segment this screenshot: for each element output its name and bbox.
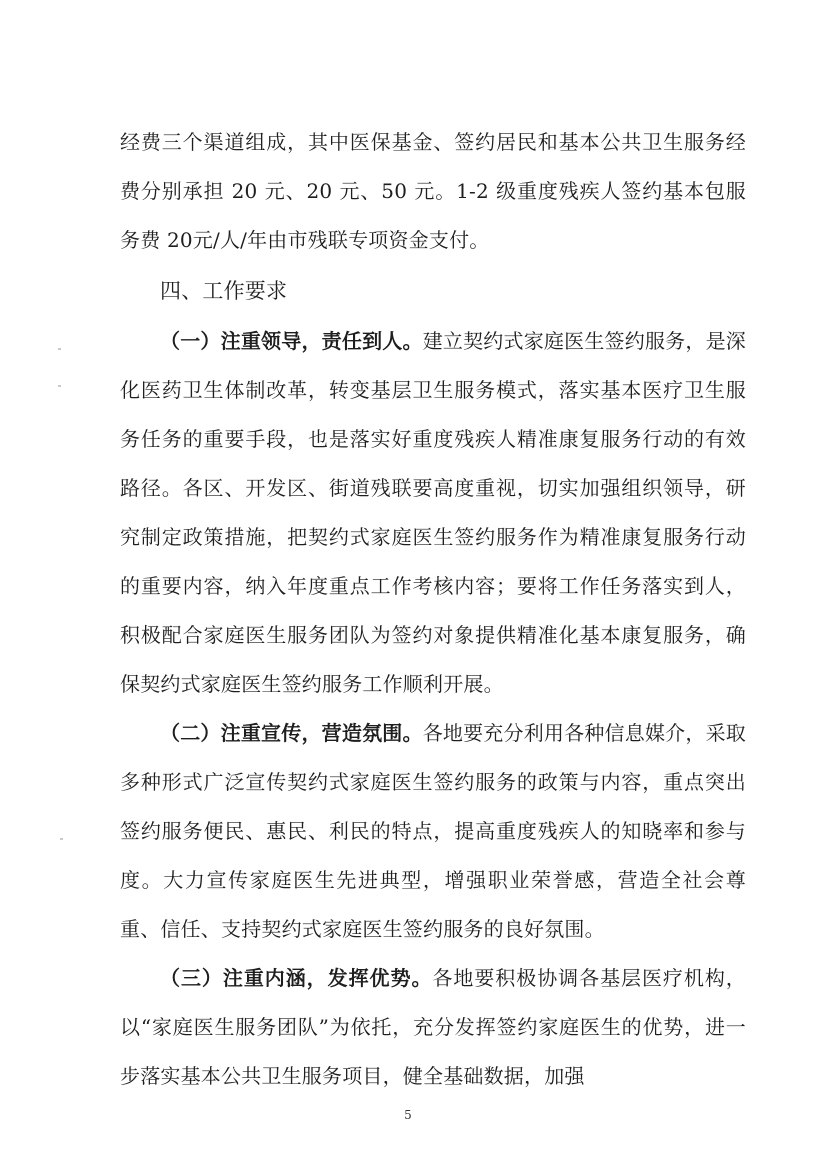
requirement-body-2: 各地要充分利用各种信息媒介，采取多种形式广泛宣传契约式家庭医生签约服务的政策与内容，重点突出签约服务便民、惠民、利民的特点，提高重度残疾人的知晓率和参与度。大力宣传家庭医生先进典型，增强职业荣誉感，营造全社会尊重、信任、支持契约式家庭医生签约服务的良好氛围。 — [120, 721, 746, 941]
scan-edge-mark — [58, 348, 61, 350]
requirement-body-1: 建立契约式家庭医生签约服务，是深化医药卫生体制改革，转变基层卫生服务模式，落实基本医疗卫生服务任务的重要手段，也是落实好重度残疾人精准康复服务行动的有效路径。各区、开发区、街道残联要高度重视，切实加强组织领导，研究制定政策措施，把契约式家庭医生签约服务作为精准康复服务行动的重要内容，纳入年度重点工作考核内容；要将工作任务落实到人，积极配合家庭医生服务团队为签约对象提供精准化基本康复服务，确保契约式家庭医生签约服务工作顺利开展。 — [120, 329, 746, 696]
scan-edge-mark — [60, 838, 63, 840]
document-body — [120, 118, 746, 1101]
requirement-body-3: 各地要积极协调各基层医疗机构，以“家庭医生服务团队”为依托，充分发挥签约家庭医生的优势，进一步落实基本公共卫生服务项目，健全基础数据，加强 — [120, 966, 746, 1088]
requirement-paragraph-3 — [120, 954, 746, 1101]
requirement-paragraph-2 — [120, 709, 746, 954]
intro-paragraph: 经费三个渠道组成，其中医保基金、签约居民和基本公共卫生服务经费分别承担 20 元、20 元、50 元。1-2 级重度残疾人签约基本包服务费 20元/人/年由市残联专项资金支付。 — [120, 130, 746, 252]
requirement-title-3: （三）注重内涵，发挥优势。 — [160, 966, 433, 990]
requirement-title-1: （一）注重领导，责任到人。 — [160, 329, 423, 353]
scan-edge-mark — [58, 385, 61, 387]
requirement-title-2: （二）注重宣传，营造氛围。 — [160, 721, 423, 745]
section-heading: 四、工作要求 — [160, 279, 288, 303]
requirement-paragraph-1 — [120, 317, 746, 709]
page-number: 5 — [404, 1108, 412, 1122]
